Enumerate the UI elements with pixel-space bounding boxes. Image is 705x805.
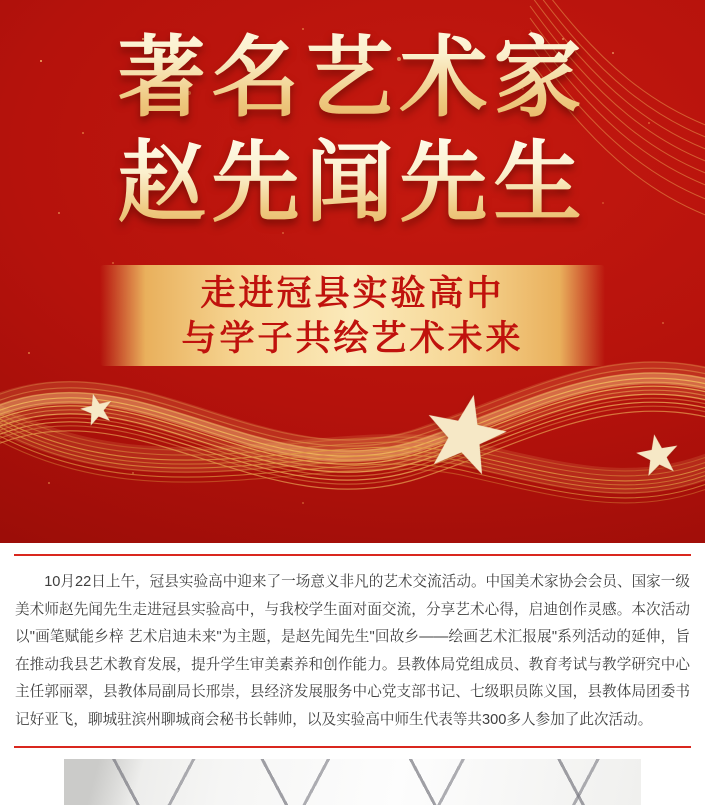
star-small-right-icon [634, 431, 682, 477]
subtitle-line1: 走进冠县实验高中 [200, 273, 505, 313]
star-small-left-icon [77, 390, 115, 427]
photo-ceiling-grid [64, 759, 641, 805]
hero-title-line2: 赵先闻先生 [0, 129, 705, 234]
wave-lines-icon [0, 385, 705, 503]
bottom-divider [14, 746, 691, 748]
hero-title-line1: 著名艺术家 [0, 0, 705, 129]
wave-lines-icon [0, 362, 705, 489]
star-large-icon [419, 387, 513, 478]
top-divider [14, 554, 691, 556]
subtitle-line2: 与学子共绘艺术未来 [181, 318, 524, 358]
article-paragraph: 10月22日上午，冠县实验高中迎来了一场意义非凡的艺术交流活动。中国美术家协会会员、国家一级美术师赵先闻先生走进冠县实验高中，与我校学生面对面交流，分享艺术心得，启迪创作灵感。本次活动以"画笔赋能乡梓 艺术启迪未来"为主题，是赵先闻先生"回故乡——绘画艺术汇报展"系列活动的延伸，旨在推动我县艺术教育发展，提升学生审美素养和创作能力。县教体局党组成员、教育考试与教学研究中心主任郭丽翠，县教体局副局长邢崇，县经济发展服务中心党支部书记、七级职员陈义国，县教体局团委书记好亚飞，聊城驻滨州聊城商会秘书长韩帅，以及实验高中师生代表等共300多人参加了此次活动。 [15, 574, 690, 728]
subtitle-banner [100, 265, 605, 366]
article-photo [64, 759, 641, 805]
